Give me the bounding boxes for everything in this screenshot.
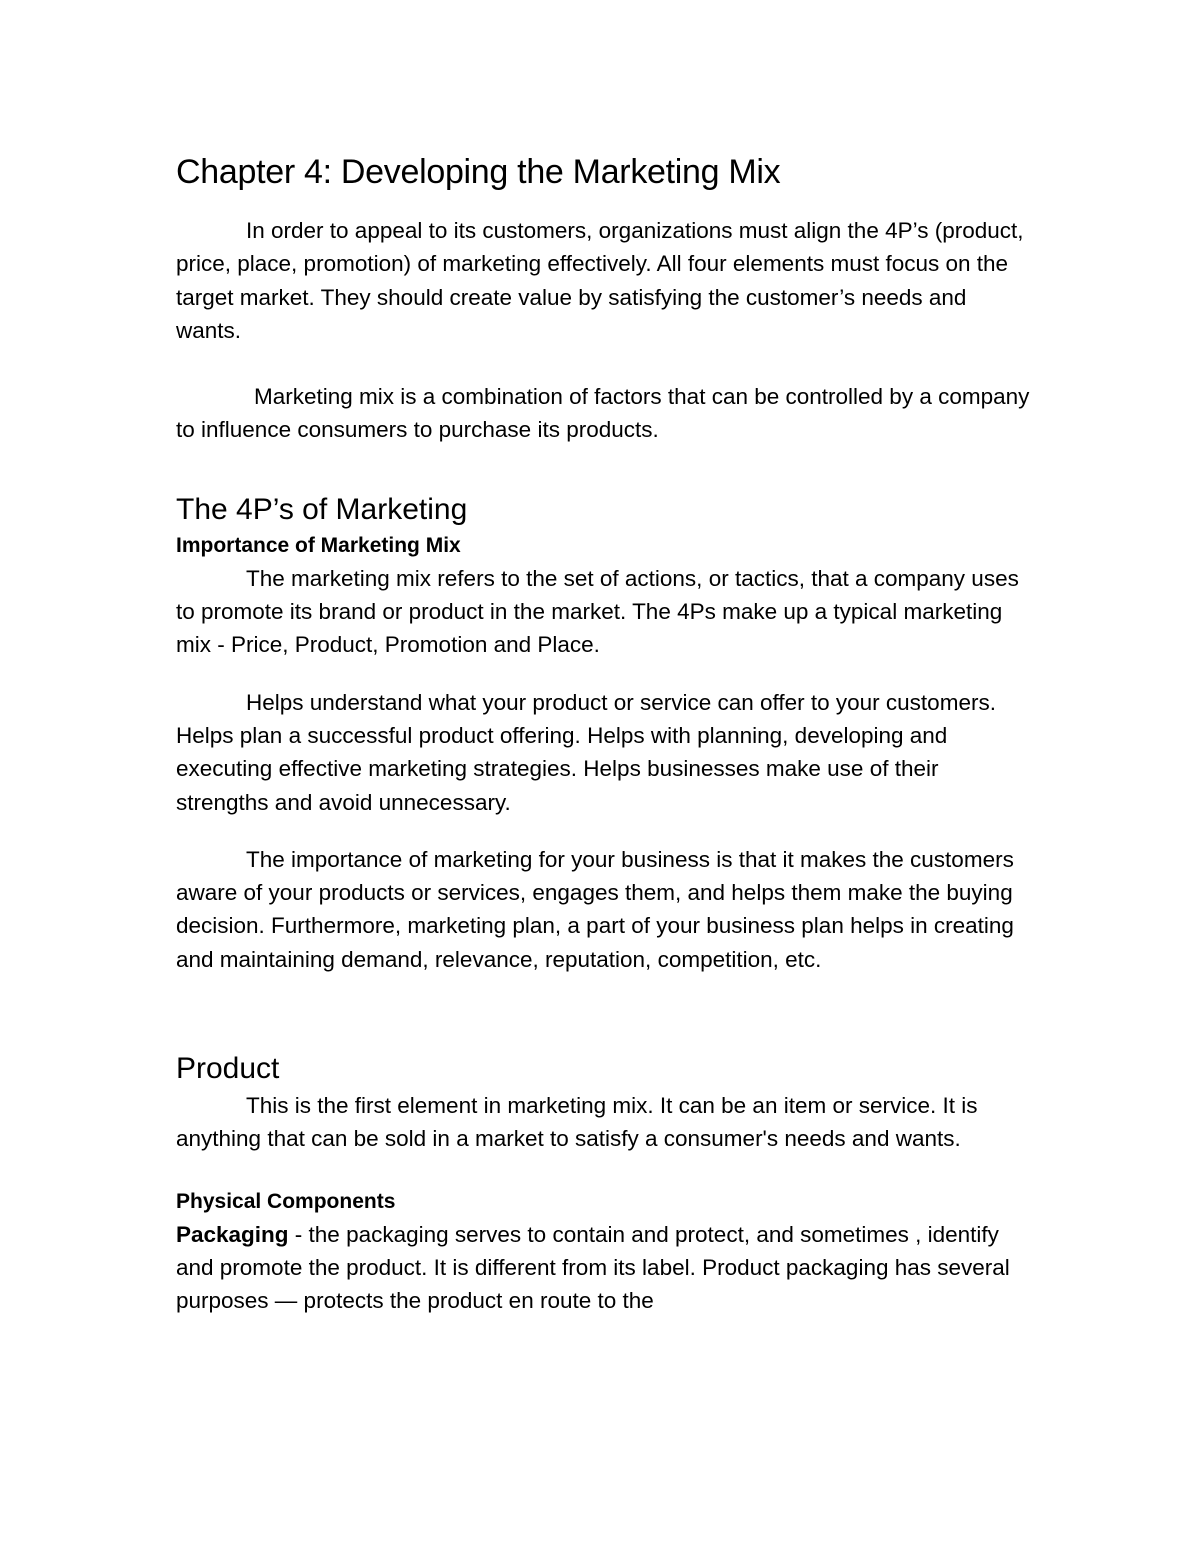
importance-heading: Importance of Marketing Mix	[176, 533, 461, 557]
marketing-mix-definition: Marketing mix is a combination of factors that can be controlled by a company to influence consumers to purchase its products.	[176, 384, 1030, 443]
packaging-paragraph	[176, 1218, 1036, 1318]
product-intro-paragraph: This is the first element in marketing mix. It can be an item or service. It is anything that can be sold in a market to satisfy a consumer's needs and wants.	[176, 1093, 978, 1152]
section-title-4ps: The 4P’s of Marketing	[176, 492, 468, 526]
importance-paragraph-1: The marketing mix refers to the set of actions, or tactics, that a company uses to promote its brand or product in the market. The 4Ps make up a typical marketing mix - Price, Product, Promotion and Place.	[176, 565, 1019, 658]
chapter-title: Chapter 4: Developing the Marketing Mix	[176, 153, 781, 191]
intro-paragraph: In order to appeal to its customers, organizations must align the 4P’s (product, price, place, promotion) of marketing effectively. All four elements must focus on the target market. They should create value by satisfying the customer’s needs and wants.	[176, 218, 1024, 343]
physical-components-heading: Physical Components	[176, 1189, 396, 1213]
packaging-term: Packaging	[176, 1221, 289, 1247]
packaging-text: - the packaging serves to contain and protect, and sometimes , identify and promote the product. It is different from its label. Product packaging has several purposes — protects the product en route to the	[176, 1221, 1010, 1314]
importance-paragraph-3: The importance of marketing for your business is that it makes the customers aware of your products or services, engages them, and helps them make the buying decision. Furthermore, marketing plan, a part of your business plan helps in creating and maintaining demand, relevance, reputation, competition, etc.	[176, 846, 1014, 972]
importance-paragraph-2: Helps understand what your product or service can offer to your customers. Helps plan a successful product offering. Helps with planning, developing and executing effective marketing strategies. Helps businesses make use of their strengths and avoid unnecessary.	[176, 689, 996, 815]
section-title-product: Product	[176, 1052, 280, 1086]
document-content	[176, 150, 1036, 1318]
